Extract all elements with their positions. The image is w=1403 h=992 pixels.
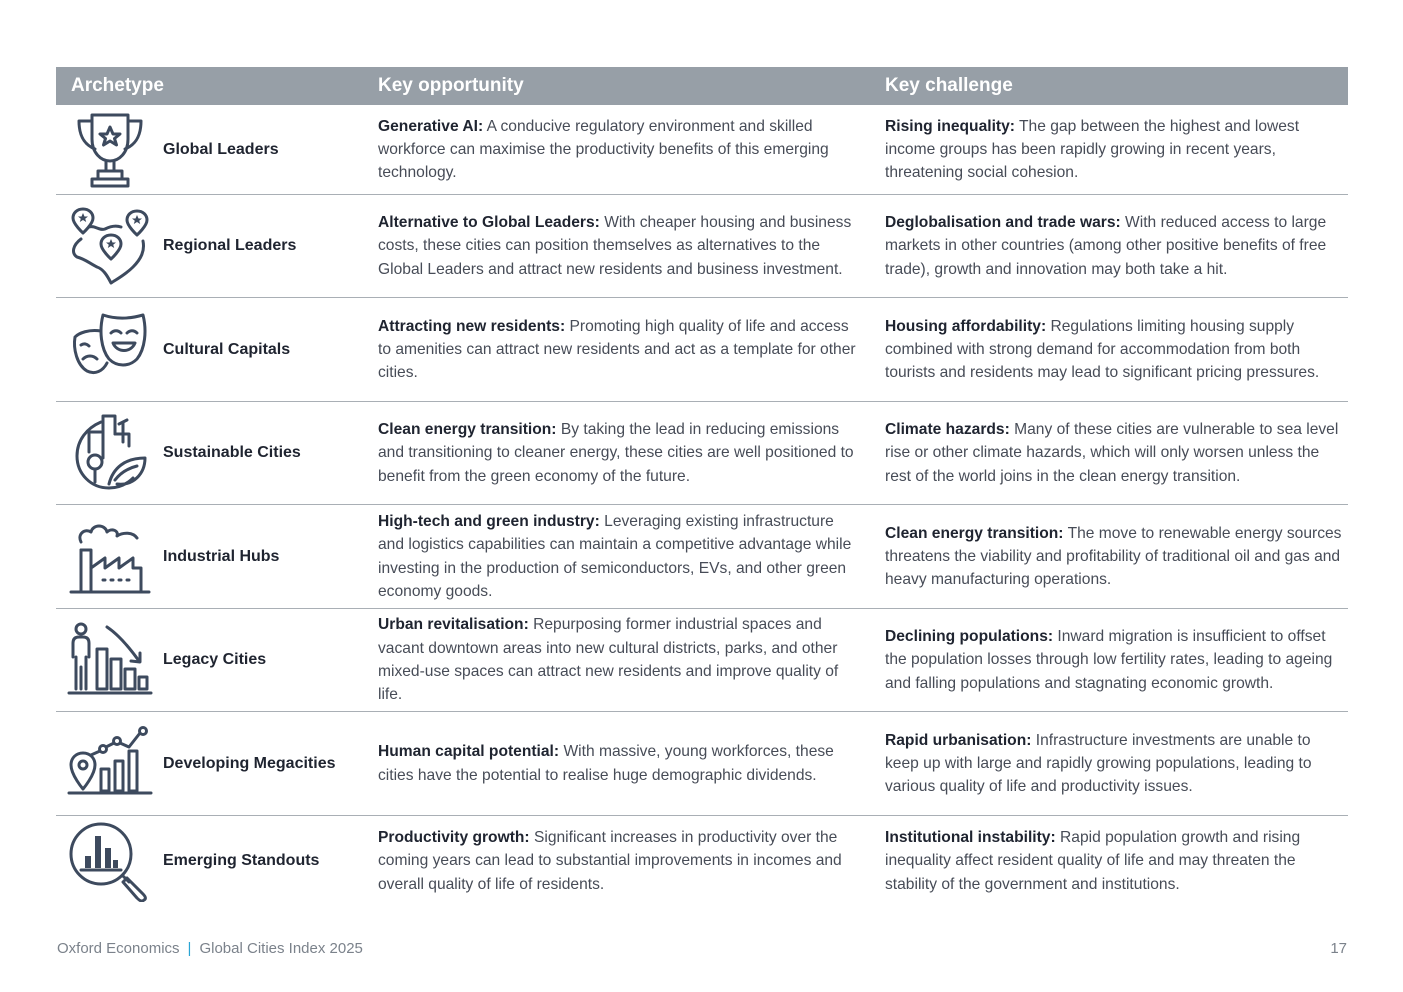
archetype-name: Sustainable Cities — [163, 444, 301, 461]
footer-separator: | — [187, 940, 192, 957]
table-row — [56, 195, 1348, 298]
challenge-cell: Institutional instability: Rapid population growth and rising inequality affect resident quality of life and may threaten the stability of the government and institutions. — [885, 829, 1301, 893]
opportunity-cell: Generative AI: A conducive regulatory environment and skilled workforce can maximise the productivity benefits of this emerging technology. — [378, 117, 829, 182]
opportunity-cell: High-tech and green industry: Leveraging existing infrastructure and logistics capabilities can maintain a competitive advantage while investing in the production of semiconductors, EVs, and other green economy goods. — [378, 512, 852, 600]
archetype-name: Emerging Standouts — [163, 852, 320, 869]
challenge-cell: Declining populations: Inward migration is insufficient to offset the population losses through low fertility rates, leading to ageing and falling populations and stagnating economic growth. — [885, 628, 1333, 692]
challenge-cell: Climate hazards: Many of these cities are vulnerable to sea level rise or other climate hazards, which will only worsen unless the rest of the world joins in the clean energy transition. — [885, 421, 1339, 485]
theatre-masks-icon — [56, 307, 163, 393]
opportunity-cell: Clean energy transition: By taking the lead in reducing emissions and transitioning to cleaner energy, these cities are well positioned to benefit from the green economy of the future. — [378, 421, 854, 485]
magnifier-chart-icon — [56, 818, 163, 904]
trophy-icon — [56, 107, 163, 193]
footer — [57, 940, 363, 957]
table-header — [56, 67, 1348, 105]
table-row — [56, 298, 1348, 402]
factory-icon — [56, 514, 163, 600]
archetype-name: Legacy Cities — [163, 651, 267, 668]
growth-chart-icon — [56, 721, 163, 807]
challenge-cell: Rapid urbanisation: Infrastructure investments are unable to keep up with large and rapidly growing populations, leading to various quality of life and productivity issues. — [885, 731, 1312, 796]
header-archetype: Archetype — [71, 75, 164, 96]
archetype-table — [56, 67, 1348, 906]
archetype-name: Industrial Hubs — [163, 547, 280, 565]
archetype-name: Regional Leaders — [163, 237, 297, 254]
table-row — [56, 712, 1348, 816]
opportunity-cell: Urban revitalisation: Repurposing former industrial spaces and vacant downtown areas into new cultural districts, parks, and other mixed-use spaces can attract new residents and improve quality of life. — [378, 616, 839, 704]
table-row — [56, 402, 1348, 505]
declining-bars-icon — [56, 617, 163, 703]
map-pins-icon — [56, 203, 163, 289]
page-number: 17 — [1330, 940, 1347, 957]
table-row — [56, 816, 1348, 906]
archetype-name: Cultural Capitals — [163, 340, 291, 358]
archetype-name: Global Leaders — [163, 140, 279, 158]
archetype-name: Developing Megacities — [163, 754, 336, 772]
challenge-cell: Deglobalisation and trade wars: With reduced access to large markets in other countries (among other positive benefits of free trade), growth and innovation may both take a hit. — [885, 214, 1327, 278]
challenge-cell: Rising inequality: The gap between the highest and lowest income groups has been rapidly growing in recent years, threatening social cohesion. — [885, 117, 1300, 182]
table-row — [56, 105, 1348, 195]
header-key-opportunity: Key opportunity — [378, 75, 524, 96]
table-row — [56, 505, 1348, 609]
green-city-icon — [56, 410, 163, 496]
opportunity-cell: Alternative to Global Leaders: With cheaper housing and business costs, these cities can position themselves as alternatives to the Global Leaders and attract new residents and business investment. — [378, 214, 852, 278]
header-key-challenge: Key challenge — [885, 75, 1013, 96]
opportunity-cell: Productivity growth: Significant increases in productivity over the coming years can lead to substantial improvements in incomes and overall quality of life of residents. — [378, 829, 842, 893]
challenge-cell: Housing affordability: Regulations limiting housing supply combined with strong demand for accommodation from both tourists and residents may lead to significant pricing pressures. — [885, 317, 1320, 382]
table-row — [56, 609, 1348, 712]
challenge-cell: Clean energy transition: The move to renewable energy sources threatens the viability and profitability of traditional oil and gas and heavy manufacturing operations. — [885, 524, 1342, 589]
footer-report: Global Cities Index 2025 — [199, 940, 363, 957]
opportunity-cell: Human capital potential: With massive, young workforces, these cities have the potential to realise huge demographic dividends. — [378, 743, 834, 784]
opportunity-cell: Attracting new residents: Promoting high quality of life and access to amenities can attract new residents and act as a template for other cities. — [378, 317, 856, 382]
footer-publisher: Oxford Economics — [57, 940, 180, 957]
